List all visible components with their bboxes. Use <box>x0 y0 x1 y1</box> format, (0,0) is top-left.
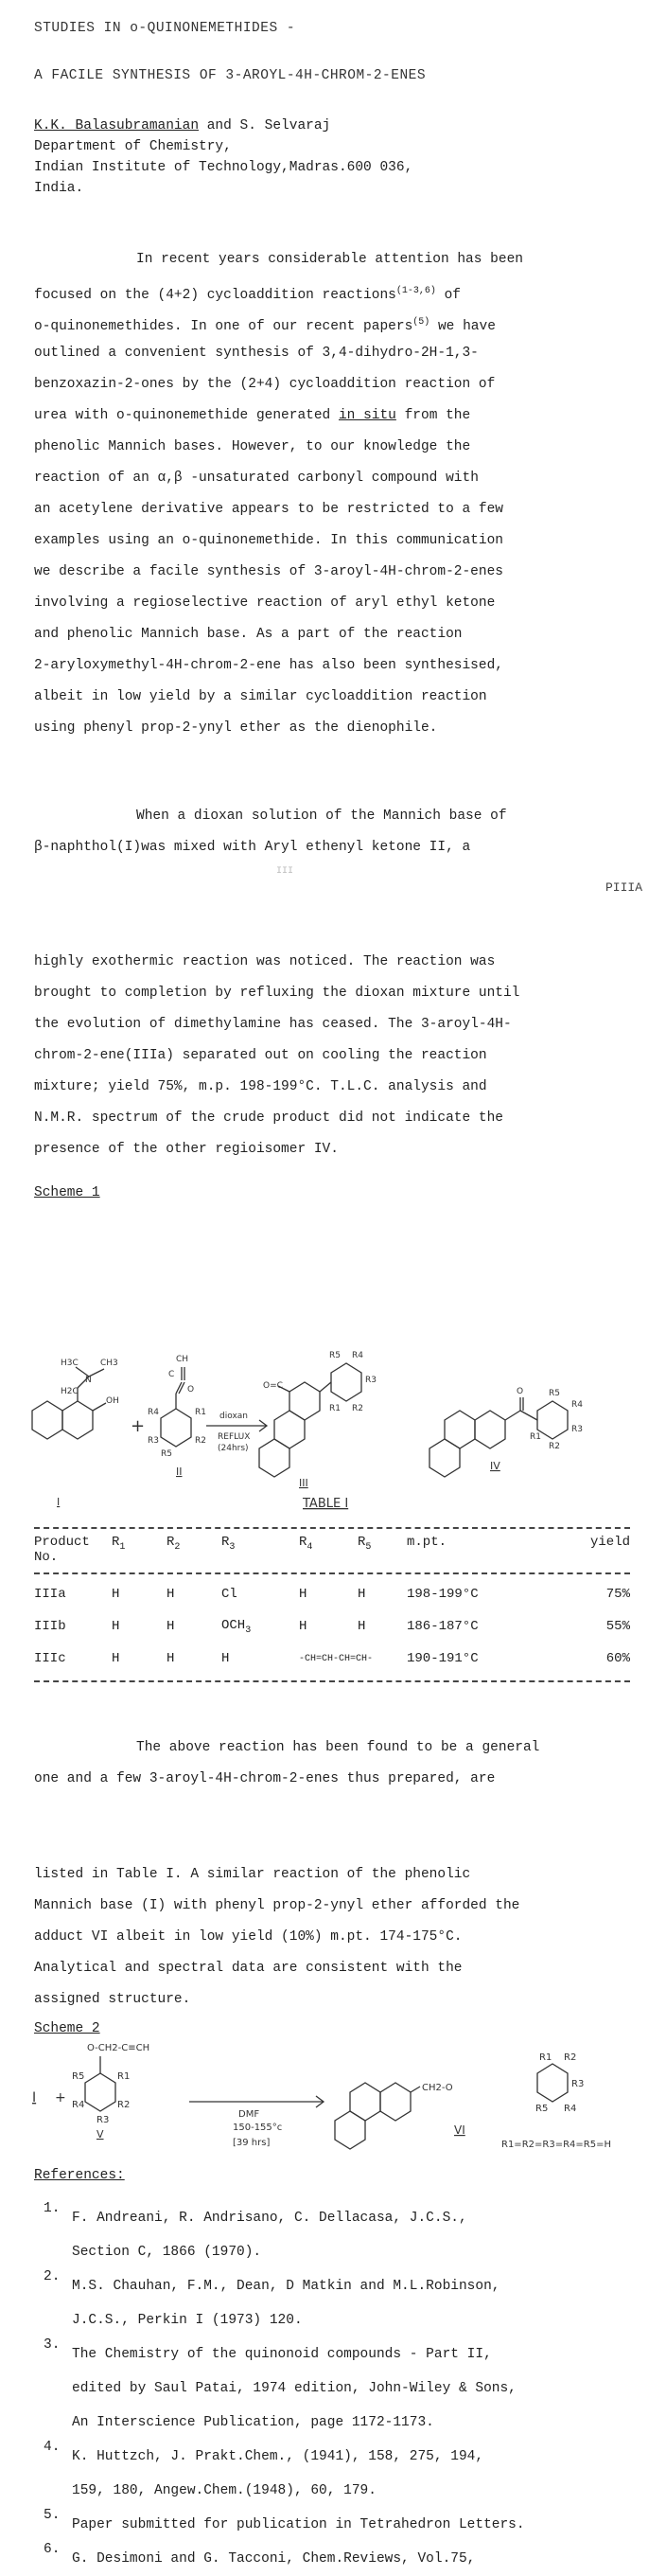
para-line: one and a few 3-aroyl-4H-chrom-2-enes thus prepared, are <box>34 1771 496 1786</box>
para-line: Mannich base (I) with phenyl prop-2-ynyl ether afforded the <box>34 1898 520 1913</box>
table-row: IIIa H H Cl H H 198-199°C 75% <box>34 1587 630 1602</box>
label-II: II <box>176 1466 183 1478</box>
table-rule-bottom <box>34 1680 630 1682</box>
table-1 <box>34 1527 630 1682</box>
reagent-time2: [39 hrs] <box>233 2138 271 2148</box>
mol-r5: R5 <box>161 1449 172 1459</box>
mol-r5c: R5 <box>549 1389 560 1398</box>
mol-oh: OH <box>106 1396 119 1406</box>
mol-ch3: CH3 <box>100 1359 118 1368</box>
para-line: outlined a convenient synthesis of 3,4-dihydro-2H-1,3- <box>34 346 479 361</box>
title-line-1: STUDIES IN o-QUINONEMETHIDES - <box>34 21 296 36</box>
mol-r1b: R1 <box>329 1404 341 1413</box>
para-line: listed in Table I. A similar reaction of the phenolic <box>34 1867 471 1882</box>
author-2: S. Selvaraj <box>239 118 331 133</box>
mol3-r2: R2 <box>564 2052 577 2063</box>
table-row: IIIc H H H -CH=CH-CH=CH- 190-191°C 60% <box>34 1651 630 1666</box>
para-line: mixture; yield 75%, m.p. 198-199°C. T.L.C. analysis and <box>34 1079 487 1094</box>
scheme1-label: Scheme 1 <box>34 1185 100 1200</box>
mol-r1c: R1 <box>530 1432 541 1442</box>
para-line: o-quinonemethides. In one of our recent papers$^{(5)}$ we have <box>34 317 496 334</box>
para-line: reaction of an α,β -unsaturated carbonyl compound with <box>34 471 479 486</box>
mol2-r4: R4 <box>72 2100 85 2110</box>
para-line: 2-aryloxymethyl-4H-chrom-2-ene has also been synthesised, <box>34 658 503 673</box>
mol-r4b: R4 <box>352 1351 363 1360</box>
para-line: benzoxazin-2-ones by the (2+4) cycloaddition reaction of <box>34 377 496 392</box>
para-line: The above reaction has been found to be a general <box>136 1740 540 1755</box>
mol3-r4: R4 <box>564 2104 577 2114</box>
paragraph-mannich <box>34 801 630 863</box>
mol2-r1: R1 <box>117 2071 131 2082</box>
para-line: and phenolic Mannich base. As a part of the reaction <box>34 627 463 642</box>
authors-line <box>34 115 630 136</box>
plus-sign: + <box>131 1416 146 1436</box>
paragraph-general <box>34 1732 630 1795</box>
in-situ-text: in situ <box>338 408 396 423</box>
para-line: albeit in low yield by a similar cycloaddition reaction <box>34 689 487 704</box>
affiliation-1: Department of Chemistry, <box>34 139 232 154</box>
mol-r5b: R5 <box>329 1351 341 1360</box>
col-mpt: m.pt. <box>407 1535 447 1550</box>
scheme1-diagram <box>19 1344 643 1515</box>
mol-r4c: R4 <box>571 1400 583 1410</box>
para-line: N.M.R. spectrum of the crude product did not indicate the <box>34 1110 503 1126</box>
mol-r2c: R2 <box>549 1442 560 1451</box>
mol-r2: R2 <box>195 1436 206 1446</box>
para-line: involving a regioselective reaction of aryl ethyl ketone <box>34 595 496 611</box>
para-line: In recent years considerable attention has been <box>136 252 523 267</box>
table-rule-top <box>34 1527 630 1529</box>
plus-sign-2: + <box>55 2090 66 2105</box>
para-line: presence of the other regioisomer IV. <box>34 1142 339 1157</box>
reagent-reflux: REFLUX <box>218 1432 251 1442</box>
para-line: chrom-2-ene(IIIa) separated out on cooling the reaction <box>34 1048 487 1063</box>
sub-propargyl: O-CH2-C≡CH <box>87 2043 150 2053</box>
mol-r3c: R3 <box>571 1425 583 1434</box>
references-label: References: <box>34 2168 125 2183</box>
mol-r1: R1 <box>195 1408 206 1417</box>
scheme2-label: Scheme 2 <box>34 2021 100 2036</box>
mol3-r3: R3 <box>571 2079 585 2089</box>
para-line: When a dioxan solution of the Mannich base of <box>136 808 507 824</box>
r-all: R1=R2=R3=R4=R5=H <box>501 2140 611 2150</box>
citation-sup: (1-3,6) <box>395 286 436 296</box>
authors-block <box>34 115 630 199</box>
para-line: we describe a facile synthesis of 3-aroyl-4H-chrom-2-enes <box>34 564 503 579</box>
reagent-temp: 150-155°c <box>233 2123 283 2133</box>
col-r4: R <box>299 1535 307 1550</box>
mol-ch: CH <box>176 1355 189 1364</box>
para-line: phenolic Mannich bases. However, to our knowledge the <box>34 439 471 454</box>
label-I: I <box>57 1496 61 1508</box>
mol2-r3: R3 <box>96 2115 110 2125</box>
mol-o: O <box>187 1385 195 1395</box>
mol-o-iv: O <box>517 1387 524 1396</box>
para-line: assigned structure. <box>34 1992 191 2007</box>
table-caption: TABLE I <box>303 1497 349 1511</box>
col-yield: yield <box>589 1535 630 1550</box>
mol3-r1: R1 <box>539 2052 552 2063</box>
side-label: PIIIA <box>605 880 643 895</box>
col-r1: R <box>112 1535 120 1550</box>
para-line: adduct VI albeit in low yield (10%) m.pt. 174-175°C. <box>34 1929 463 1945</box>
label-VI: VI <box>454 2123 465 2137</box>
paragraph-intro <box>34 244 630 744</box>
para-line: an acetylene derivative appears to be restricted to a few <box>34 502 503 517</box>
mol-c: C <box>168 1370 175 1379</box>
title-line-2: A FACILE SYNTHESIS OF 3-AROYL-4H-CHROM-2-ENES <box>34 68 427 83</box>
para-line: highly exothermic reaction was noticed. The reaction was <box>34 954 496 969</box>
table-header-row: Product No. $R_1$ $R_2$ $R_3$ $R_4$ $R_5$ m.pt. yield <box>34 1535 630 1572</box>
para-line: Analytical and spectral data are consistent with the <box>34 1961 463 1976</box>
label-IV: IV <box>490 1460 500 1472</box>
reagent-dioxan: dioxan <box>219 1412 248 1421</box>
table-rule-mid <box>34 1572 630 1574</box>
mol-h2c: H2C <box>61 1387 79 1396</box>
mol-r3: R3 <box>148 1436 159 1446</box>
author-1: K.K. Balasubramanian <box>34 118 200 133</box>
mol-r4: R4 <box>148 1408 159 1417</box>
mol-oc: O=C <box>263 1381 283 1391</box>
para-line: urea with o-quinonemethide generated in situ from the <box>34 408 471 423</box>
para-line: the evolution of dimethylamine has ceased. The 3-aroyl-4H- <box>34 1017 512 1032</box>
label-I-2: I <box>32 2090 37 2105</box>
mol-h3c: H3C <box>61 1359 79 1368</box>
mol2-r2: R2 <box>117 2100 131 2110</box>
col-r2: R <box>166 1535 175 1550</box>
table-row: IIIb H H $OCH_3$ H H 186-187°C 55% <box>34 1617 630 1636</box>
para-line: brought to completion by refluxing the dioxan mixture until <box>34 986 520 1001</box>
affiliation-3: India. <box>34 181 84 196</box>
authors-and: and <box>206 118 232 133</box>
paragraph-reaction <box>34 947 630 1165</box>
paragraph-table-listing <box>34 1859 630 2016</box>
affiliation-2: Indian Institute of Technology,Madras.600 036, <box>34 160 413 175</box>
mol2-r5: R5 <box>72 2071 85 2082</box>
reagent-dmf: DMF <box>238 2109 260 2120</box>
para-line: examples using an o-quinonemethide. In this communication <box>34 533 503 548</box>
mol-n: N <box>85 1376 92 1385</box>
para-line: using phenyl prop-2-ynyl ether as the dienophile. <box>34 720 438 736</box>
para-line: focused on the (4+2) cycloaddition reactions$^{(1-3,6)}$ of <box>34 286 461 303</box>
label-III: III <box>299 1477 308 1489</box>
citation-sup: (5) <box>412 317 430 328</box>
scheme2-diagram <box>19 2035 643 2159</box>
col-product: Product <box>34 1535 90 1550</box>
para-line: β-naphthol(I)was mixed with Aryl ethenyl ketone II, a <box>34 840 471 855</box>
sub-vi: CH2-O <box>422 2083 453 2093</box>
mol3-r5: R5 <box>535 2104 549 2114</box>
faint-mark: III <box>276 866 294 877</box>
table-body <box>34 1578 630 1675</box>
label-V: V <box>96 2128 104 2141</box>
mol-r2b: R2 <box>352 1404 363 1413</box>
reagent-time: (24hrs) <box>218 1444 249 1453</box>
col-product-no: No. <box>34 1550 59 1565</box>
table-head <box>34 1535 630 1572</box>
col-r3: R <box>221 1535 230 1550</box>
mol-r3b: R3 <box>365 1376 377 1385</box>
col-r5: R <box>358 1535 366 1550</box>
